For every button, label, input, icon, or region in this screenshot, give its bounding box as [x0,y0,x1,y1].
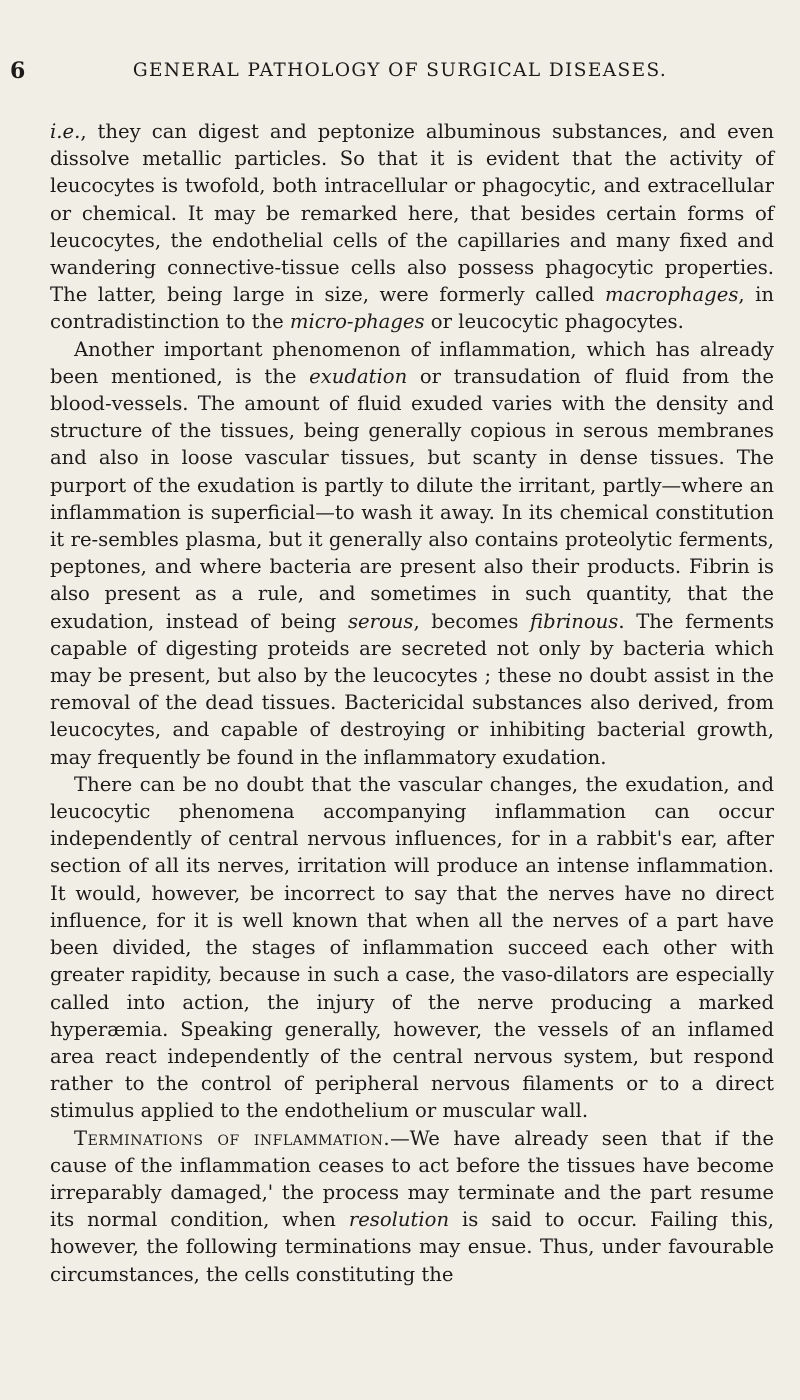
text-segment: i.e. [50,120,81,143]
text-segment: , they can digest and peptonize albuminous substances, and even dissolve metallic particles. So that it is evident that the activity of leucocytes is twofold, both intracellular or phagocytic, and extracellular or chemical. It may be remarked here, that besides certain forms of leucocytes, the endothelial cells of the capillaries and many fixed and wandering connective-tissue cells also possess phagocytic properties. The latter, being large in size, were formerly called [50,120,774,307]
page-number: 6 [10,58,26,84]
text-segment: or leucocytic phagocytes. [424,310,684,334]
text-segment: or transudation of fluid from the blood-vessels. The amount of fluid exuded varies with the density and structure of the tissues, being generally copious in serous membranes and also in loose vascular tissues, but scanty in dense tissues. The purport of the exudation is partly to dilute the irritant, partly—where an inflammation is superficial—to wash it away. In its chemical constitution it re-sembles plasma, but it generally also contains proteolytic ferments, peptones, and where bacteria are present also their products. Fibrin is also present as a rule, and sometimes in such quantity, that the exudation, instead of being [50,364,774,633]
text-segment: , in contradistinction to the [50,283,774,334]
text-segment: serous [347,609,414,633]
paragraph [50,336,774,771]
text-segment: exudation [309,364,408,388]
text-segment: , becomes [413,609,531,633]
section-heading: Terminations of inflammation. [74,1126,391,1150]
text-segment: —We have already seen that if the cause of the inflammation ceases to act before the tissues have become irreparably damaged,' the process may terminate and the part resume its normal condition, when [50,1126,774,1232]
paragraph [50,1125,774,1288]
paragraph [50,771,774,1125]
text-segment: macrophages [604,283,739,307]
text-segment: resolution [348,1208,450,1232]
running-head: GENERAL PATHOLOGY OF SURGICAL DISEASES. [132,60,668,81]
text-segment: micro-phages [289,310,425,334]
text-segment: is said to occur. Failing this, however, the following terminations may ensue. Thus, under favourable circumstances, the cells constituting the [50,1208,774,1286]
text-segment: . The ferments capable of digesting proteids are secreted not only by bacteria which may be present, but also by the leucocytes ; these no doubt assist in the removal of the dead tissues. Bactericidal substances also derived, from leucocytes, and capable of destroying or inhibiting bacterial growth, may frequently be found in the inflammatory exudation. [50,609,775,769]
body-text [50,118,774,1288]
text-segment: Another important phenomenon of inflammation, which has already been mentioned, is the [50,337,774,388]
text-segment: fibrinous [530,609,619,633]
paragraph [50,118,774,336]
text-segment: There can be no doubt that the vascular changes, the exudation, and leucocytic phenomena accompanying inflammation can occur independently of central nervous influences, for in a rabbit's ear, after section of all its nerves, irritation will produce an intense inflammation. It would, however, be incorrect to say that the nerves have no direct influence, for it is well known that when all the nerves of a part have been divided, the stages of inflammation succeed each other with greater rapidity, because in such a case, the vaso-dilators are especially called into action, the injury of the nerve producing a marked hyperæmia. Speaking generally, however, the vessels of an inflamed area react independently of the central nervous system, but respond rather to the control of peripheral nervous filaments or to a direct stimulus applied to the endothelium or muscular wall. [50,772,774,1123]
